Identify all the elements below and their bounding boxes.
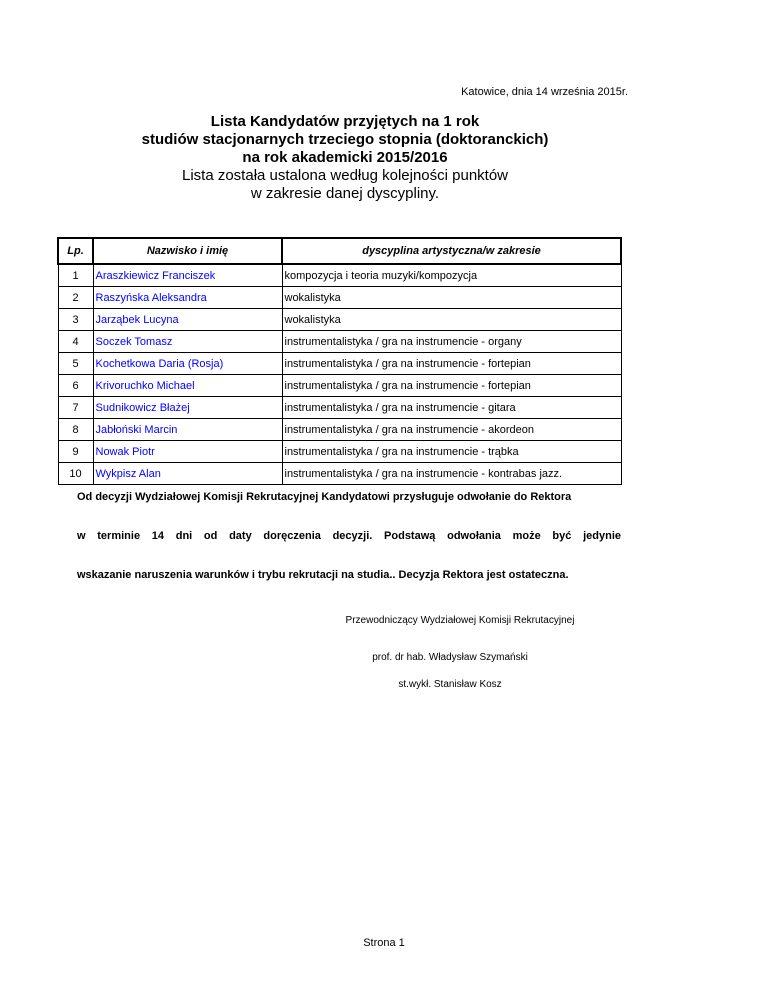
row-discipline: instrumentalistyka / gra na instrumencie - organy	[282, 331, 621, 353]
table-row	[58, 375, 621, 397]
title-line-1: Lista Kandydatów przyjętych na 1 rok	[210, 113, 480, 130]
table-row	[58, 419, 621, 441]
candidate-name-link[interactable]: Araszkiewicz Franciszek	[93, 264, 282, 287]
page-number: Strona 1	[363, 937, 405, 949]
header-lp: Lp.	[58, 238, 93, 264]
header-discipline: dyscyplina artystyczna/w zakresie	[282, 238, 621, 264]
title-block	[0, 113, 690, 203]
row-discipline: kompozycja i teoria muzyki/kompozycja	[282, 264, 621, 287]
row-discipline: instrumentalistyka / gra na instrumencie - kontrabas jazz.	[282, 463, 621, 485]
row-lp: 5	[58, 353, 93, 375]
row-lp: 3	[58, 309, 93, 331]
candidates-table	[57, 237, 622, 485]
row-discipline: instrumentalistyka / gra na instrumencie - gitara	[282, 397, 621, 419]
table-row	[58, 264, 621, 287]
subtitle-line-1: Lista została ustalona według kolejności punktów	[181, 167, 509, 184]
candidate-name-link[interactable]: Jabłoński Marcin	[93, 419, 282, 441]
candidate-name-link[interactable]: Sudnikowicz Błażej	[93, 397, 282, 419]
table-header-row	[58, 238, 621, 264]
table-row	[58, 309, 621, 331]
candidate-name-link[interactable]: Kochetkowa Daria (Rosja)	[93, 353, 282, 375]
candidate-name-link[interactable]: Nowak Piotr	[93, 441, 282, 463]
title-line-3: na rok akademicki 2015/2016	[242, 149, 448, 166]
row-lp: 4	[58, 331, 93, 353]
row-discipline: wokalistyka	[282, 309, 621, 331]
row-lp: 8	[58, 419, 93, 441]
row-discipline: instrumentalistyka / gra na instrumencie - akordeon	[282, 419, 621, 441]
table-row	[58, 397, 621, 419]
row-lp: 6	[58, 375, 93, 397]
candidate-name-link[interactable]: Wykpisz Alan	[93, 463, 282, 485]
candidate-name-link[interactable]: Krivoruchko Michael	[93, 375, 282, 397]
row-lp: 9	[58, 441, 93, 463]
row-discipline: wokalistyka	[282, 287, 621, 309]
notice-line-3: wskazanie naruszenia warunków i trybu rekrutacji na studia.. Decyzja Rektora jest ostateczna.	[77, 569, 569, 581]
row-lp: 2	[58, 287, 93, 309]
header-name: Nazwisko i imię	[93, 238, 282, 264]
row-discipline: instrumentalistyka / gra na instrumencie - trąbka	[282, 441, 621, 463]
subtitle-line-2: w zakresie danej dyscypliny.	[250, 185, 440, 202]
candidate-name-link[interactable]: Raszyńska Aleksandra	[93, 287, 282, 309]
table-row	[58, 331, 621, 353]
table-row	[58, 353, 621, 375]
signature-role: Przewodniczący Wydziałowej Komisji Rekrutacyjnej	[345, 615, 575, 626]
candidate-name-link[interactable]: Jarząbek Lucyna	[93, 309, 282, 331]
notice-line-1: Od decyzji Wydziałowej Komisji Rekrutacyjnej Kandydatowi przysługuje odwołanie do Rektora	[77, 491, 572, 503]
table-row	[58, 441, 621, 463]
signature-name-2: st.wykł. Stanisław Kosz	[398, 679, 502, 690]
candidate-name-link[interactable]: Soczek Tomasz	[93, 331, 282, 353]
row-lp: 1	[58, 264, 93, 287]
document-date: Katowice, dnia 14 września 2015r.	[461, 86, 628, 98]
row-lp: 7	[58, 397, 93, 419]
title-line-2: studiów stacjonarnych trzeciego stopnia (doktoranckich)	[141, 131, 549, 148]
table-row	[58, 287, 621, 309]
row-discipline: instrumentalistyka / gra na instrumencie - fortepian	[282, 353, 621, 375]
row-discipline: instrumentalistyka / gra na instrumencie - fortepian	[282, 375, 621, 397]
notice-line-2: w terminie 14 dni od daty doręczenia decyzji. Podstawą odwołania może być jedynie	[77, 530, 621, 542]
table-row	[58, 463, 621, 485]
row-lp: 10	[58, 463, 93, 485]
signature-name-1: prof. dr hab. Władysław Szymański	[372, 652, 528, 663]
